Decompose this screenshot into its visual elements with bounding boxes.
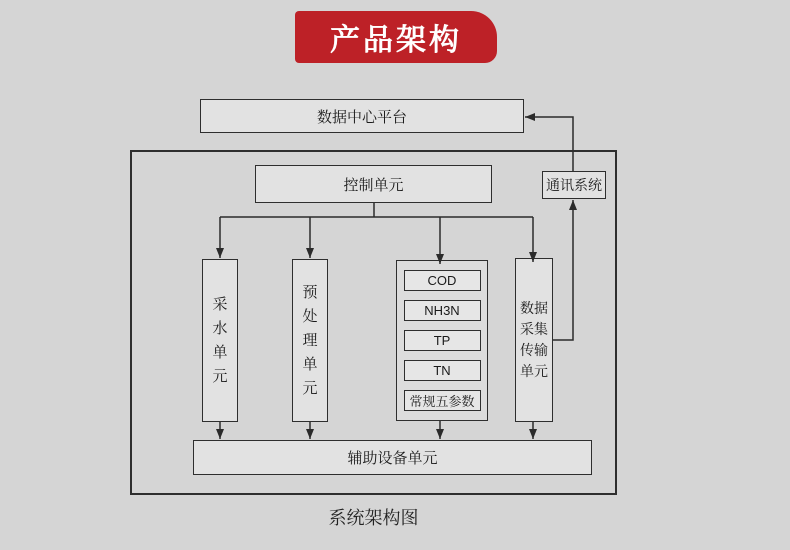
analyzer-box-tp [404,330,481,351]
data-center-platform-box [200,99,524,133]
control-unit-box [255,165,492,203]
auxiliary-equipment-unit-box [193,440,592,475]
page-title-banner [295,11,497,63]
analyzer-box-tn [404,360,481,381]
auxiliary-equipment-unit-label: 辅助设备单元 [347,450,438,467]
data-center-platform-label: 数据中心平台 [316,108,407,126]
analyzer-box-five-params [404,390,481,411]
diagram-caption: 系统架构图 [328,508,419,529]
pretreatment-unit-box [292,259,328,422]
data-acquisition-transmission-unit-box [515,258,553,422]
analyzer-label-cod: COD [427,273,457,288]
water-sampling-unit-label: 采水单元 [212,295,228,385]
analyzer-label-five-params: 常规五参数 [409,394,475,409]
analyzer-box-nh3n [404,300,481,321]
analyzer-group-box [396,260,488,421]
page-title: 产品架构 [330,24,462,57]
analyzer-label-nh3n: NH3N [424,303,460,318]
pretreatment-unit-label: 预处理单元 [302,283,318,397]
analyzer-label-tp: TP [433,333,451,348]
communication-system-label: 通讯系统 [546,177,602,193]
analyzer-box-cod [404,270,481,291]
control-unit-label: 控制单元 [343,176,404,194]
water-sampling-unit-box [202,259,238,422]
data-acquisition-transmission-unit-label: 数据采集传输单元 [520,300,548,379]
analyzer-label-tn: TN [433,363,451,378]
communication-system-box [542,171,606,199]
